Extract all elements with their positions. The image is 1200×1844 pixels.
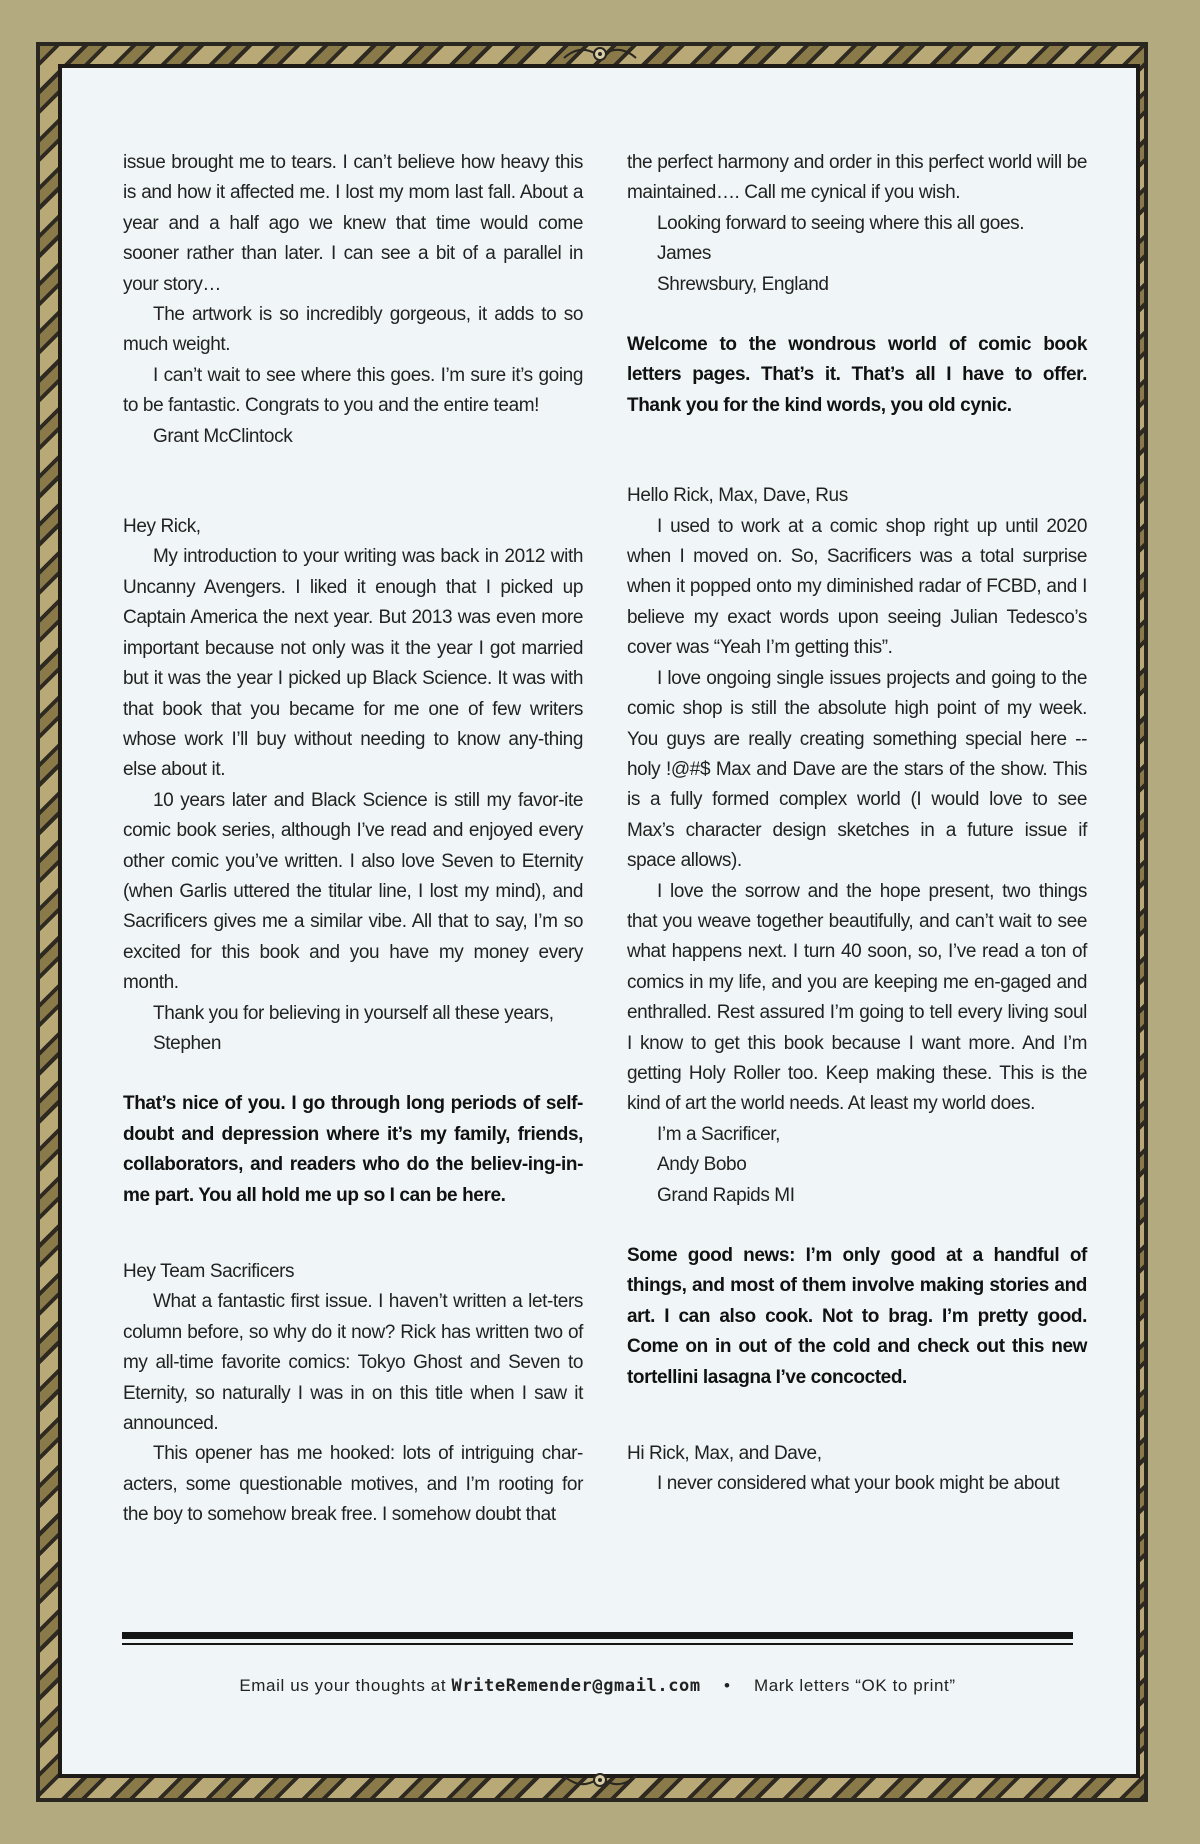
letter-paragraph: I used to work at a comic shop right up until 2020 when I moved on. So, Sacrificers was a total surprise when it popped onto my diminished radar of FCBD, and I believe my exact words upon seeing Julian Tedesco’s cover was “Yeah I’m getting this”. xyxy=(627,515,1087,659)
scroll-ornament-icon xyxy=(560,1770,640,1792)
letter-paragraph: The artwork is so incredibly gorgeous, it adds to so much weight. xyxy=(123,304,583,356)
right-column xyxy=(627,148,1087,1500)
letter-paragraph: My introduction to your writing was back in 2012 with Uncanny Avengers. I liked it enough that I picked up Captain America the next year. But 2013 was even more important because not only was it the year I got married but it was the year I picked up Black Science. It was with that book that you became for me one of few writers whose work I’ll buy without needing to know any-thing else about it. xyxy=(123,546,583,781)
letter-salutation: Hey Rick, xyxy=(123,516,201,538)
paragraph-gap xyxy=(627,1211,1087,1241)
letter-paragraph: I love ongoing single issues projects and going to the comic shop is still the absolute high point of my week. You guys are really creating something special here -- holy !@#$ Max and Dave are the stars of the show. This is a fully formed complex world (I would love to see Max’s character design sketches in a future issue if space allows). xyxy=(627,667,1087,872)
letter-paragraph: 10 years later and Black Science is still my favor-ite comic book series, although I’ve read and enjoyed every other comic you’ve written. I also love Seven to Eternity (when Garlis uttered the titular line, I lost my mind), and Sacrificers gives me a similar vibe. All that to say, I’m so excited for this book and you have my money every month. xyxy=(123,789,583,994)
letter-salutation: Hi Rick, Max, and Dave, xyxy=(627,1443,822,1465)
letter-paragraph: This opener has me hooked: lots of intriguing char-acters, some questionable motives, and I’m rooting for the boy to somehow break free. I somehow doubt that xyxy=(123,1443,583,1526)
footer-bullet: • xyxy=(724,1676,731,1695)
paragraph-gap xyxy=(627,300,1087,330)
footer-divider-thick xyxy=(122,1632,1073,1639)
editor-reply: That’s nice of you. I go through long periods of self-doubt and depression where it’s my family, friends, collaborators, and readers who do the believ-ing-in-me part. You all hold me up so I can be here. xyxy=(123,1093,583,1206)
letter-paragraph: the perfect harmony and order in this perfect world will be maintained…. Call me cynical if you wish. xyxy=(627,152,1087,204)
letter-salutation: Hey Team Sacrificers xyxy=(123,1261,295,1282)
letter-paragraph: I never considered what your book might be about xyxy=(657,1473,1060,1495)
letter-signature: James xyxy=(657,243,711,265)
letter-signature: Stephen xyxy=(153,1032,221,1054)
scroll-ornament-icon xyxy=(560,42,640,64)
footer xyxy=(122,1676,1073,1696)
left-column xyxy=(123,148,583,1531)
letter-signature: Andy Bobo xyxy=(657,1154,747,1176)
email-link[interactable]: WriteRemender@gmail.com xyxy=(451,1676,701,1696)
editor-reply: Some good news: I’m only good at a handful of things, and most of them involve making stories and art. I can also cook. Not to brag. I’m pretty good. Come on in out of the cold and check out this new tortellini lasagna I’ve concocted. xyxy=(627,1245,1087,1388)
paragraph-gap xyxy=(123,452,583,512)
letter-paragraph: I can’t wait to see where this goes. I’m sure it’s going to be fantastic. Congrats to you and the entire team! xyxy=(123,364,583,417)
paragraph-gap xyxy=(123,1211,583,1257)
letter-signature: Thank you for believing in yourself all these years, xyxy=(153,1002,554,1024)
letter-signature: I’m a Sacrificer, xyxy=(657,1123,781,1145)
paragraph-gap xyxy=(627,421,1087,481)
letter-paragraph: I love the sorrow and the hope present, two things that you weave together beautifully, and can’t wait to see what happens next. I turn 40 soon, so, I’ve read a ton of comics in my life, and you are keeping me en-gaged and enthralled. Rest assured I’m going to tell every living soul I know to get this book because I want more. And I’m getting Holy Roller too. Keep making these. This is the kind of art the world needs. At least my world does. xyxy=(627,880,1087,1115)
paragraph-gap xyxy=(123,1059,583,1089)
letter-signature: Looking forward to seeing where this all goes. xyxy=(657,212,1025,234)
letter-signature: Grand Rapids MI xyxy=(657,1184,795,1206)
letter-signature: Shrewsbury, England xyxy=(657,273,829,295)
letter-signature: Grant McClintock xyxy=(153,425,293,447)
footer-divider-thin xyxy=(122,1643,1073,1645)
footer-suffix: Mark letters “OK to print” xyxy=(753,1676,956,1695)
footer-prefix: Email us your thoughts at xyxy=(239,1676,447,1695)
letter-salutation: Hello Rick, Max, Dave, Rus xyxy=(627,485,848,507)
letter-paragraph: What a fantastic first issue. I haven’t written a let-ters column before, so why do it now? Rick has written two of my all-time favorite comics: Tokyo Ghost and Seven to Eternity, so naturally I was in on this title when I saw it announced. xyxy=(123,1291,583,1435)
paragraph-gap xyxy=(627,1393,1087,1439)
letter-paragraph: issue brought me to tears. I can’t believe how heavy this is and how it affected me. I lost my mom last fall. About a year and a half ago we knew that time would come sooner rather than later. I can see a bit of a parallel in your story… xyxy=(123,152,583,295)
editor-reply: Welcome to the wondrous world of comic book letters pages. That’s it. That’s all I have to offer. Thank you for the kind words, you old cynic. xyxy=(627,334,1087,416)
